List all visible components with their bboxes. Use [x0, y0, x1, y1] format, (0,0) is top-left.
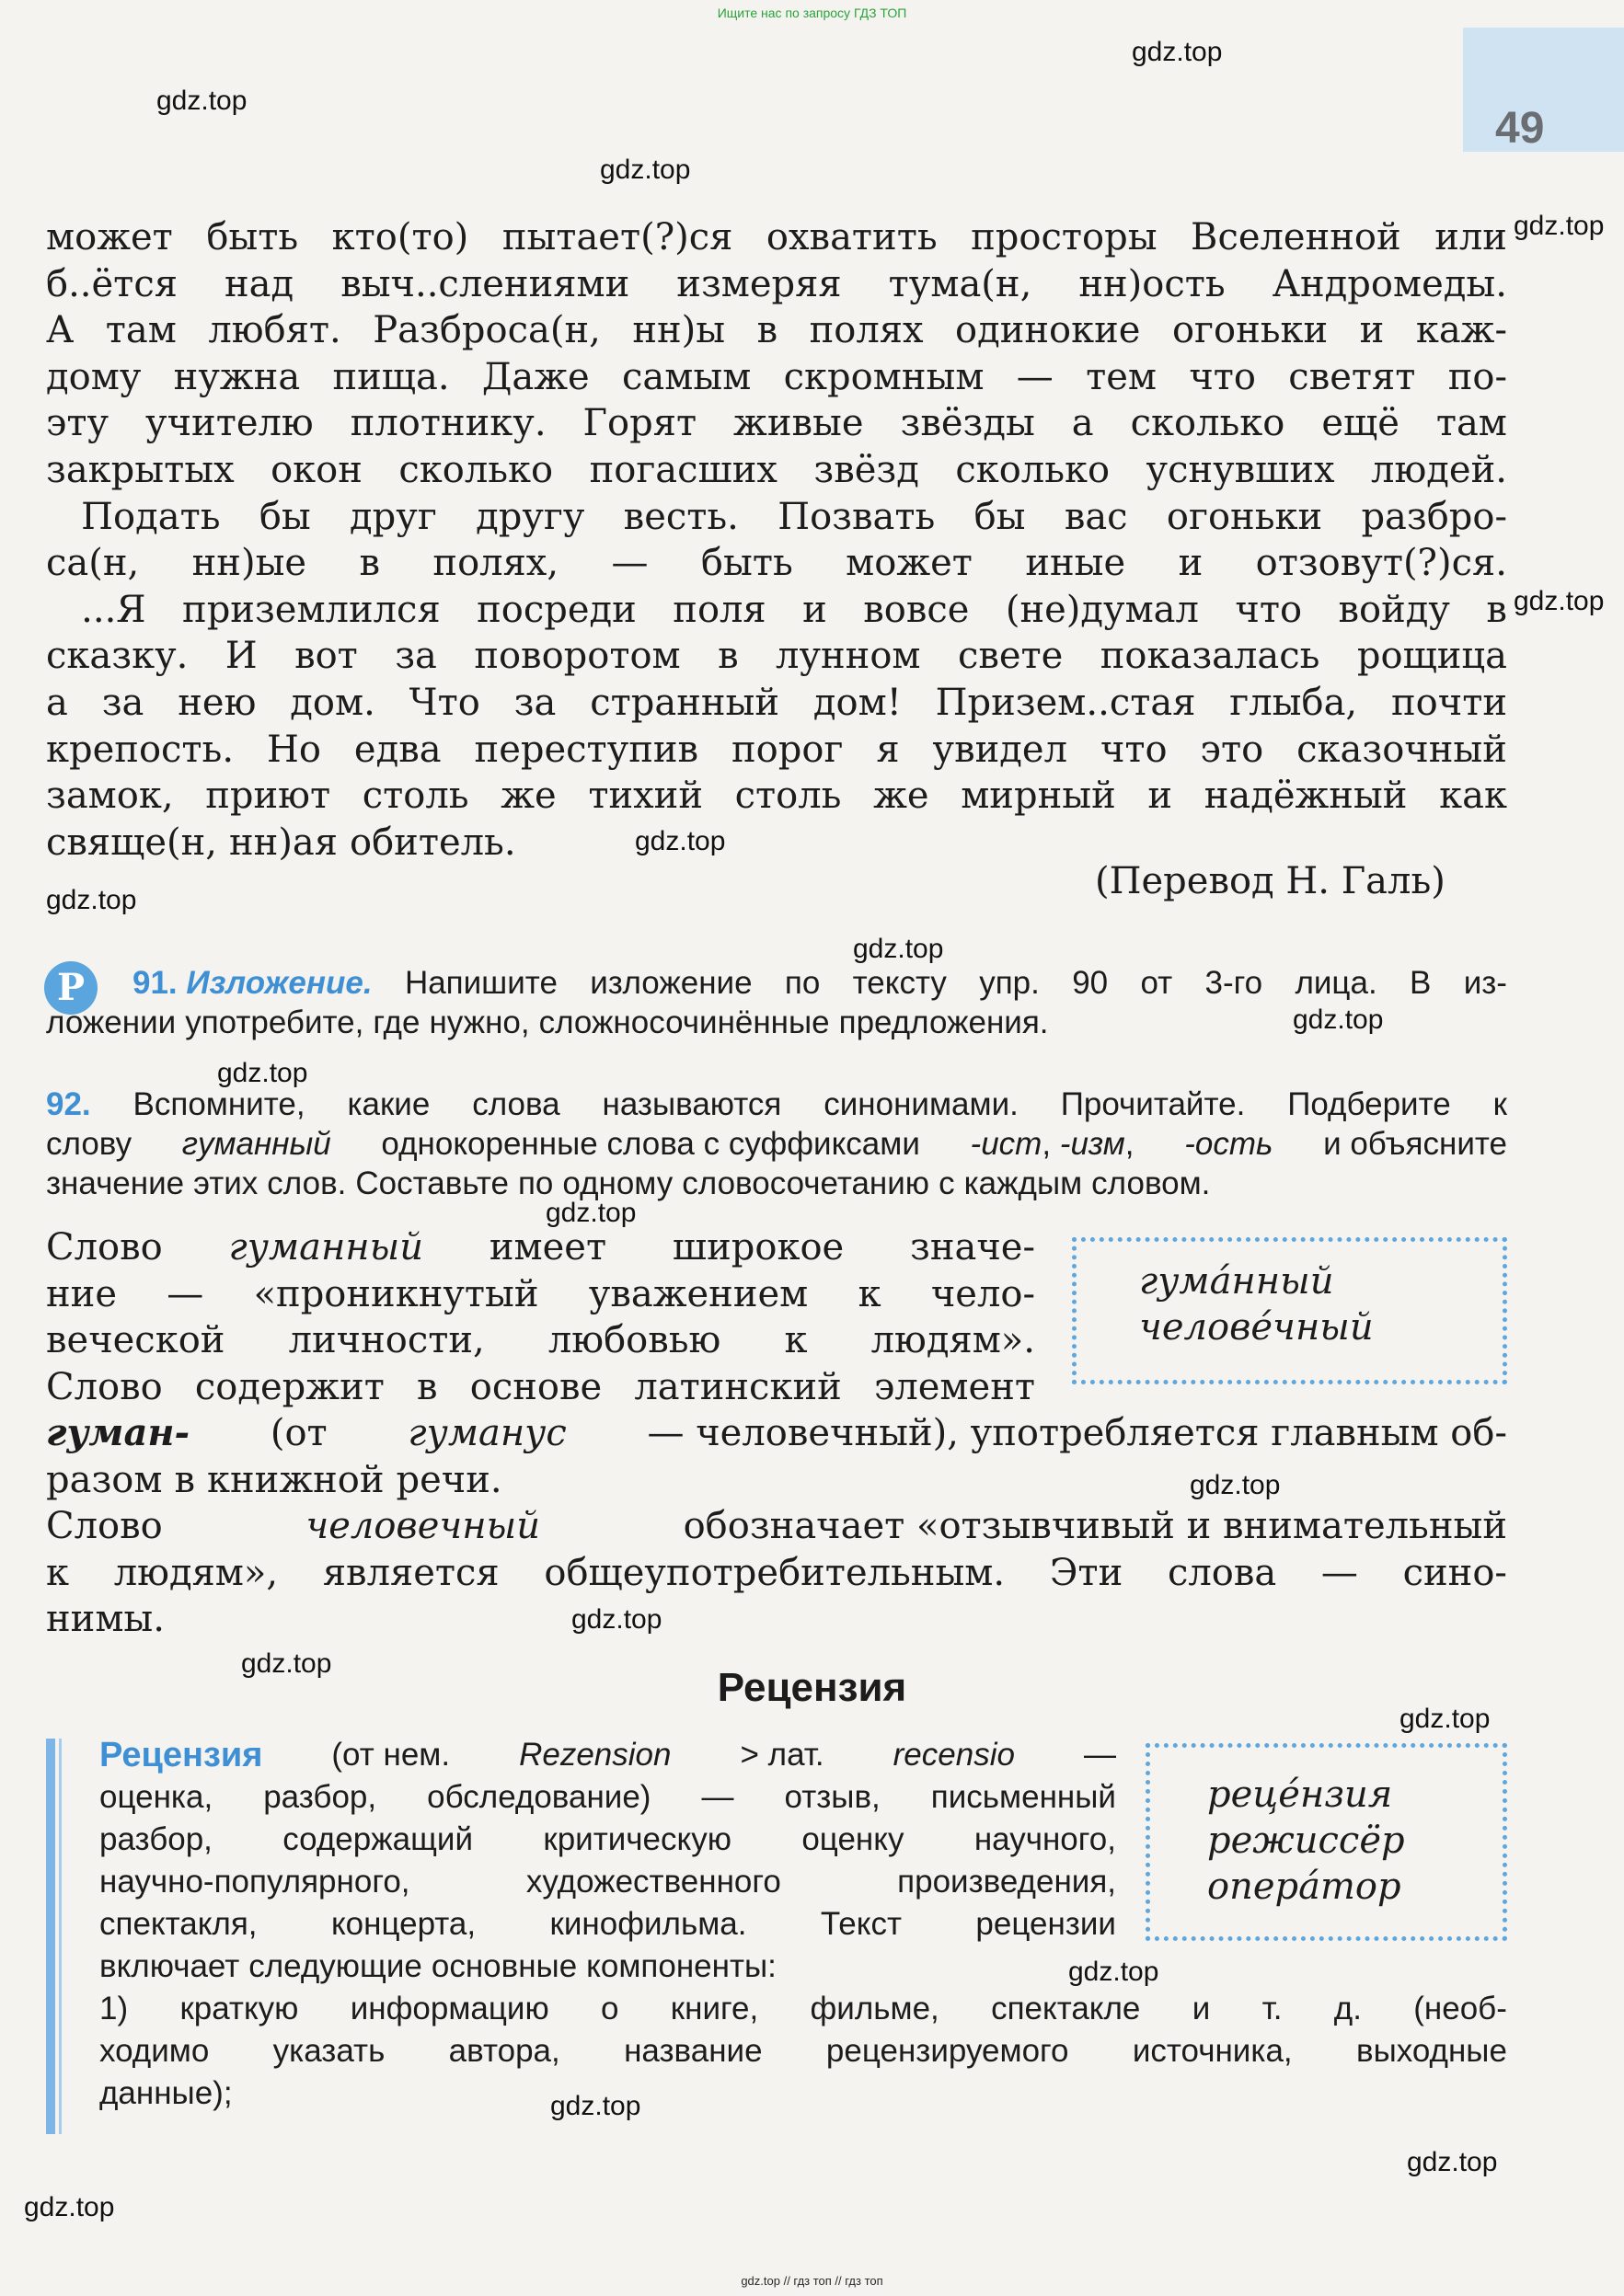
word: выходные	[1355, 2033, 1507, 2069]
watermark: gdz.top	[1514, 211, 1605, 241]
word: ложении	[46, 1004, 177, 1040]
word: словосочетанию	[682, 1165, 930, 1201]
word: поворотом	[474, 635, 681, 678]
word: странный	[590, 681, 780, 724]
word: спектакле	[991, 1991, 1141, 2026]
word: рецензируемого	[825, 2033, 1069, 2069]
word: автора,	[448, 2033, 560, 2069]
word: пища.	[332, 355, 450, 398]
word: почти	[1391, 681, 1507, 724]
word: дом.	[290, 681, 375, 724]
word: приют	[205, 775, 331, 818]
word: отзыв,	[784, 1779, 881, 1815]
watermark: gdz.top	[241, 1648, 332, 1679]
word: может	[46, 216, 173, 258]
word: нн)ость	[1078, 262, 1226, 305]
word: же	[501, 775, 557, 818]
word: кинофильма.	[549, 1906, 747, 1942]
word: крепость.	[46, 728, 235, 771]
word: научного,	[973, 1821, 1116, 1857]
word: слова	[472, 1086, 560, 1122]
word: может	[846, 542, 973, 585]
vocabulary-box	[1146, 1743, 1507, 1941]
watermark: gdz.top	[1068, 1957, 1159, 1987]
word: книге,	[670, 1991, 759, 2026]
word: Слово	[46, 1365, 163, 1408]
word: предложения.	[838, 1004, 1049, 1040]
word: как	[1439, 775, 1507, 818]
word: войду	[1338, 588, 1450, 631]
word: учителю	[145, 402, 314, 445]
exercise-91	[132, 963, 1507, 1003]
word: чело-	[930, 1272, 1035, 1315]
word: этих	[193, 1165, 259, 1201]
word: изложение	[590, 965, 753, 1001]
word: в	[756, 309, 778, 352]
word: по	[517, 1165, 554, 1201]
word: Текст	[820, 1906, 902, 1942]
story-line	[46, 633, 1507, 680]
word: каж-	[1415, 309, 1507, 352]
word: —	[1320, 1551, 1358, 1594]
word: и	[802, 588, 827, 631]
story-line	[46, 727, 1507, 774]
word: звёзд	[813, 448, 919, 491]
watermark: gdz.top	[600, 155, 691, 185]
word: в	[417, 1365, 438, 1408]
word: переступив	[474, 728, 699, 771]
word: а	[1071, 402, 1094, 445]
word: я	[876, 728, 900, 771]
word: дому	[46, 355, 142, 398]
word: —	[611, 542, 649, 585]
watermark: gdz.top	[853, 934, 944, 964]
word: едва	[353, 728, 442, 771]
word: людям».	[870, 1319, 1035, 1362]
word: увидел	[932, 728, 1067, 771]
word: концерта,	[330, 1906, 477, 1942]
word: д.	[1333, 1991, 1362, 2026]
word: сказочный	[1296, 728, 1507, 771]
word: лица.	[1295, 965, 1377, 1001]
word: а	[46, 681, 68, 724]
word: с	[939, 1165, 955, 1201]
word: рощица	[1356, 635, 1507, 678]
word: другу	[476, 495, 585, 538]
vocabulary-word: режиссёр	[1207, 1820, 1405, 1862]
word: Андромеды.	[1272, 262, 1507, 305]
word: бы	[259, 495, 311, 538]
page-number: 49	[1495, 104, 1545, 153]
word: —	[167, 1272, 204, 1315]
definition-bar-accent	[59, 1739, 62, 2134]
story-line	[46, 354, 1507, 401]
word: быть	[206, 216, 299, 258]
word: мирный	[961, 775, 1116, 818]
word: Напишите	[404, 965, 558, 1001]
word: что	[1235, 588, 1303, 631]
word: сколько	[1130, 402, 1285, 445]
word: обследование)	[427, 1779, 651, 1815]
word: за	[395, 635, 437, 678]
story-line	[46, 587, 1507, 634]
word: друг	[350, 495, 437, 538]
word: Горят	[582, 402, 697, 445]
word: Вселенной	[1191, 216, 1401, 258]
word: нн)ы	[632, 309, 726, 352]
word: и	[1359, 309, 1385, 352]
watermark: gdz.top	[217, 1058, 308, 1088]
word: указать	[272, 2033, 386, 2069]
word: замок,	[46, 775, 174, 818]
watermark: gdz.top	[46, 885, 137, 915]
word: содержит	[194, 1365, 385, 1408]
word: закрытых	[46, 448, 235, 491]
word: людей.	[1371, 448, 1507, 491]
word: словом.	[1091, 1165, 1211, 1201]
word: 1)	[99, 1991, 129, 2026]
watermark: gdz.top	[1399, 1704, 1491, 1734]
word: содержащий	[282, 1821, 473, 1857]
word: отзовут(?)ся.	[1255, 542, 1507, 585]
watermark: gdz.top	[24, 2192, 115, 2222]
word: и	[1192, 1991, 1211, 2026]
word: Подберите	[1287, 1086, 1451, 1122]
recenzia-list	[99, 1988, 1507, 2115]
word: Составьте	[355, 1165, 509, 1201]
word: за	[513, 681, 557, 724]
word: от	[1140, 965, 1173, 1001]
word: любовью	[547, 1319, 721, 1362]
word: Подать	[46, 495, 221, 538]
word: по	[784, 965, 821, 1001]
word: охватить	[766, 216, 938, 258]
word: огоньки	[1166, 495, 1323, 538]
word: синонимами.	[824, 1086, 1019, 1122]
word: пытает(?)ся	[501, 216, 733, 258]
word: или	[1434, 216, 1507, 258]
term-recenzia: Рецензия	[99, 1736, 263, 1774]
word: общеупотребительным.	[544, 1551, 1006, 1594]
word: за	[101, 681, 144, 724]
word: упр.	[979, 965, 1040, 1001]
word: и	[1178, 542, 1204, 585]
word: сказку.	[46, 635, 189, 678]
word: Вспомните,	[132, 1086, 305, 1122]
word: уважением	[588, 1272, 809, 1315]
watermark: gdz.top	[550, 2091, 641, 2121]
word: следующие	[248, 1948, 422, 1984]
word: обитель.	[350, 821, 516, 864]
story-line	[46, 214, 1507, 261]
vocabulary-box	[1072, 1237, 1507, 1384]
word: вот	[294, 635, 358, 678]
word: А	[46, 309, 75, 352]
word: включает	[99, 1948, 240, 1984]
word: называются	[602, 1086, 782, 1122]
word: светят	[1288, 355, 1416, 398]
word: полях,	[432, 542, 559, 585]
word: нн)ая	[229, 821, 339, 864]
exercise-91-line2	[46, 1003, 1353, 1042]
story-line	[46, 400, 1507, 447]
word: людям»,	[113, 1551, 279, 1594]
word: краткую	[179, 1991, 299, 2026]
word: художественного	[525, 1864, 781, 1900]
word: любят.	[208, 309, 341, 352]
word: уснувших	[1146, 448, 1335, 491]
exercise-number: 91. Изложение.	[132, 965, 373, 1001]
story-line	[46, 494, 1507, 541]
word: Но	[267, 728, 321, 771]
watermark: gdz.top	[571, 1604, 662, 1635]
word: употребите,	[185, 1004, 364, 1040]
word: нужно,	[429, 1004, 530, 1040]
word: эту	[46, 402, 109, 445]
word: информацию	[350, 1991, 549, 2026]
word: и	[1147, 775, 1173, 818]
word: порог	[731, 728, 844, 771]
word: к	[858, 1272, 881, 1315]
word: В	[1410, 965, 1432, 1001]
word: сколько	[398, 448, 554, 491]
word: там	[105, 309, 177, 352]
word: основе	[469, 1365, 603, 1408]
word: название	[624, 2033, 763, 2069]
word: плотнику.	[350, 402, 547, 445]
story-line	[46, 773, 1507, 820]
word: разбор,	[99, 1821, 213, 1857]
word: надёжный	[1204, 775, 1408, 818]
word: скромным	[783, 355, 985, 398]
word: критическую	[543, 1821, 731, 1857]
word: основные	[431, 1948, 578, 1984]
word: дом!	[812, 681, 902, 724]
word: —	[1016, 355, 1054, 398]
watermark: gdz.top	[1514, 586, 1605, 616]
word: огоньки	[1171, 309, 1329, 352]
word: какие	[347, 1086, 431, 1122]
word: 90	[1072, 965, 1109, 1001]
vocabulary-word: опера́тор	[1207, 1866, 1401, 1908]
word: 3-го	[1204, 965, 1263, 1001]
word: (необ-	[1413, 1991, 1507, 2026]
word: оценку	[801, 1821, 904, 1857]
watermark: gdz.top	[156, 86, 248, 116]
word: ещё	[1321, 402, 1399, 445]
vocabulary-word: челове́чный	[1139, 1306, 1374, 1349]
word: над	[225, 262, 294, 305]
word: ние	[46, 1272, 117, 1315]
story-line	[46, 447, 1507, 494]
watermark: gdz.top	[546, 1198, 637, 1228]
word: Что	[409, 681, 480, 724]
word: в	[174, 1458, 195, 1501]
word: спектакля,	[99, 1906, 258, 1942]
exercise-number: 92.	[46, 1086, 91, 1122]
word: же	[873, 775, 929, 818]
word: свете	[957, 635, 1064, 678]
word: о	[601, 1991, 619, 2026]
word: Позвать	[777, 495, 936, 538]
word: вовсе	[863, 588, 970, 631]
word: сино-	[1402, 1551, 1507, 1594]
word: просторы	[971, 216, 1158, 258]
word: значение	[46, 1165, 185, 1201]
word: разом	[46, 1458, 163, 1501]
vocabulary-word: реце́нзия	[1207, 1774, 1393, 1816]
definition-bar	[46, 1739, 55, 2134]
section-title: Рецензия	[717, 1665, 907, 1710]
word: погасших	[589, 448, 777, 491]
word: к	[784, 1319, 808, 1362]
word: рецензии	[975, 1906, 1116, 1942]
word: —	[701, 1779, 734, 1815]
word: слов.	[267, 1165, 347, 1201]
word: приземлился	[182, 588, 441, 631]
recenzia-definition: Рецензия (от нем. Rezension > лат. recensio — оценка, разбор, обследование) — отзыв, письменный разбор, содержащий критическую оценку научного, научно-популярного, художественного произведения, спектакля, концерта, кинофильма. Текст рецензии включает следующие основные компоненты:	[99, 1734, 1116, 1988]
word: са(н,	[46, 542, 140, 585]
word: иные	[1025, 542, 1126, 585]
exercise-92	[46, 1085, 1507, 1203]
word: И	[225, 635, 258, 678]
word: Разброса(н,	[373, 309, 601, 352]
word: латинский	[634, 1365, 842, 1408]
word: из-	[1463, 965, 1507, 1001]
word: т.	[1261, 1991, 1283, 2026]
word: свяще(н,	[46, 821, 217, 864]
word: тексту	[852, 965, 947, 1001]
word: сложносочинённые	[538, 1004, 830, 1040]
word: сколько	[955, 448, 1111, 491]
word: весть.	[623, 495, 739, 538]
word: разбор,	[263, 1779, 377, 1815]
word: тума(н,	[888, 262, 1032, 305]
word: Прочитайте.	[1060, 1086, 1246, 1122]
word: быть	[700, 542, 793, 585]
creative-task-badge: Р	[44, 961, 98, 1015]
word: тем	[1086, 355, 1158, 398]
word: это	[1200, 728, 1264, 771]
word: каждым	[963, 1165, 1083, 1201]
word: разбро-	[1361, 495, 1507, 538]
word: глыба,	[1229, 681, 1358, 724]
story-line	[46, 261, 1507, 308]
word: веческой	[46, 1319, 225, 1362]
word: столь	[362, 775, 469, 818]
word: кто(то)	[331, 216, 469, 258]
word: показалась	[1100, 635, 1320, 678]
word: лунном	[776, 635, 921, 678]
gumanny-text-narrow: Слово гуманный имеет широкое значе- ние — «проникнутый уважением к чело- веческой личности, любовью к людям». Слово содержит в основе латинский элемент	[46, 1224, 1035, 1410]
word: самым	[622, 355, 752, 398]
exercise-92-line2: слову гуманный однокоренные слова с суффиксами -ист, -изм, -ость и объясните	[46, 1126, 1507, 1162]
watermark: gdz.top	[1132, 37, 1223, 67]
story-text	[46, 214, 1507, 866]
watermark: gdz.top	[1190, 1470, 1281, 1500]
word: письменный	[930, 1779, 1116, 1815]
word: посреди	[477, 588, 637, 631]
word: источника,	[1132, 2033, 1293, 2069]
story-line	[46, 307, 1507, 354]
word: одинокие	[955, 309, 1141, 352]
word: тихий	[588, 775, 703, 818]
word: Даже	[481, 355, 590, 398]
word: в	[359, 542, 381, 585]
word: элемент	[873, 1365, 1035, 1408]
word: является	[322, 1551, 500, 1594]
top-notice: Ищите нас по запросу ГДЗ ТОП	[717, 6, 907, 20]
word: нимы.	[46, 1598, 165, 1641]
watermark: gdz.top	[635, 826, 726, 856]
word: звёзды	[900, 402, 1035, 445]
story-line	[46, 540, 1507, 587]
word: фильме,	[810, 1991, 939, 2026]
word: выч..слениями	[340, 262, 630, 305]
word: научно-популярного,	[99, 1864, 410, 1900]
word: к	[1492, 1086, 1507, 1122]
word: что	[1189, 355, 1256, 398]
word: столь	[734, 775, 842, 818]
word: измеряя	[676, 262, 842, 305]
word: ...Я	[46, 588, 146, 631]
word: «проникнутый	[253, 1272, 539, 1315]
word: личности,	[288, 1319, 485, 1362]
word: бы	[973, 495, 1026, 538]
word: окон	[271, 448, 363, 491]
word: компоненты:	[586, 1948, 777, 1984]
word: где	[373, 1004, 420, 1040]
word: (не)думал	[1005, 588, 1199, 631]
story-line	[46, 680, 1507, 727]
word: поля	[673, 588, 766, 631]
word: оценка,	[99, 1779, 213, 1815]
gumanny-text-wide: гуман- (от гуманус — человечный), употребляется главным об- разом в книжной речи. Слово человечный обозначает «отзывчивый и внимательный к людям», является общеупотребительным. Эти слова — сино- нимы.	[46, 1410, 1507, 1643]
word: полях	[809, 309, 924, 352]
word: Эти	[1049, 1551, 1123, 1594]
word: одному	[562, 1165, 674, 1201]
word: к	[46, 1551, 69, 1594]
word: нн)ые	[191, 542, 307, 585]
word: нею	[178, 681, 257, 724]
word: слова	[1167, 1551, 1277, 1594]
word: ходимо	[99, 2033, 210, 2069]
watermark: gdz.top	[1293, 1004, 1384, 1035]
word: по-	[1447, 355, 1507, 398]
word: в	[1486, 588, 1507, 631]
word: в	[718, 635, 739, 678]
word: Призем..стая	[935, 681, 1196, 724]
story-line	[46, 820, 1507, 867]
word: книжной	[207, 1458, 385, 1501]
word: вас	[1064, 495, 1128, 538]
word: данные);	[99, 2075, 233, 2111]
word: б..ётся	[46, 262, 178, 305]
story-author: (Перевод Н. Галь)	[1095, 860, 1445, 902]
word: нужна	[173, 355, 301, 398]
word: что	[1100, 728, 1168, 771]
word: произведения,	[897, 1864, 1116, 1900]
word: речи.	[396, 1458, 502, 1501]
vocabulary-word: гума́нный	[1139, 1260, 1334, 1303]
word: там	[1435, 402, 1507, 445]
watermark: gdz.top	[1407, 2147, 1498, 2177]
bottom-notice: gdz.top // гдз топ // гдз топ	[741, 2274, 883, 2288]
word: живые	[733, 402, 864, 445]
